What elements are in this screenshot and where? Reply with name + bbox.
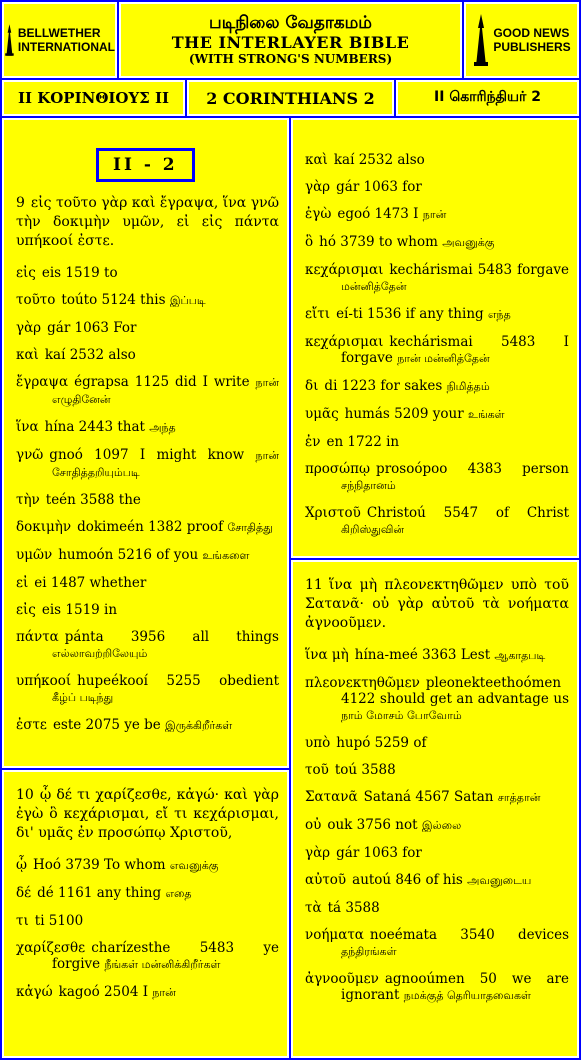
greek-word: υμῶν bbox=[16, 547, 53, 563]
verse-11-greek bbox=[305, 576, 569, 633]
tamil-gloss: நிமித்தம் bbox=[446, 380, 490, 393]
translation: hína-meé 3363 Lest bbox=[354, 647, 491, 663]
interlinear-entry bbox=[16, 347, 279, 363]
interlinear-entry bbox=[305, 406, 569, 423]
translation: Sataná 4567 Satan bbox=[363, 789, 494, 805]
interlinear-entry bbox=[305, 262, 569, 295]
translation: eis 1519 to bbox=[41, 265, 118, 281]
interlinear-entry bbox=[305, 206, 569, 223]
translation: toúto 5124 this bbox=[61, 292, 166, 308]
greek-word: πλεονεκτηθῶμεν bbox=[305, 675, 420, 691]
translation: kechárismai 5483 I forgave bbox=[341, 334, 569, 366]
interlinear-entry bbox=[305, 927, 569, 960]
interlinear-entry bbox=[16, 547, 279, 564]
translation: dé 1161 any thing bbox=[37, 885, 162, 901]
translation: hó 3739 to whom bbox=[319, 234, 438, 250]
interlinear-entry bbox=[16, 447, 279, 481]
tamil-gloss: எந்த bbox=[487, 308, 511, 321]
tamil-gloss: இருக்கிறீர்கள் bbox=[165, 719, 233, 732]
tamil-gloss: சோதித்து bbox=[227, 521, 273, 534]
greek-word: ἵνα μὴ bbox=[305, 647, 349, 663]
interlinear-entry bbox=[305, 647, 569, 664]
greek-word: δέ bbox=[16, 885, 32, 901]
greek-word: ἐγὼ bbox=[305, 206, 332, 222]
book-tamil: II கொரிந்தியர் 2 bbox=[396, 80, 579, 116]
greek-word: ᾧ bbox=[16, 857, 28, 873]
translation: gár 1063 for bbox=[336, 179, 422, 195]
interlinear-entry bbox=[305, 505, 569, 538]
verse-number: 11 bbox=[305, 577, 323, 593]
interlinear-entry bbox=[16, 717, 279, 734]
good-news-logo bbox=[464, 2, 579, 78]
greek-word: κεχάρισμαι bbox=[305, 334, 384, 350]
tamil-gloss: நான் bbox=[152, 986, 176, 999]
greek-word: προσώπῳ bbox=[305, 461, 371, 477]
translation: kechárismai 5483 forgave bbox=[389, 262, 569, 278]
verse-11-panel bbox=[291, 560, 579, 1058]
interlinear-entry bbox=[16, 374, 279, 408]
interlinear-entry bbox=[16, 519, 279, 536]
interlinear-entry bbox=[305, 152, 569, 168]
tamil-gloss: சந்நிதானம் bbox=[341, 479, 396, 492]
greek-word: κἀγώ bbox=[16, 984, 53, 1000]
tamil-gloss: சாத்தான் bbox=[497, 791, 541, 804]
greek-word: γὰρ bbox=[305, 845, 331, 861]
verse-9-greek bbox=[16, 194, 279, 251]
tower-icon bbox=[4, 14, 15, 66]
book-english: 2 CORINTHIANS 2 bbox=[187, 80, 394, 116]
interlinear-entry bbox=[305, 306, 569, 323]
interlinear-entry bbox=[16, 602, 279, 618]
translation: en 1722 in bbox=[326, 434, 400, 450]
tamil-gloss: கிறிஸ்துவின் bbox=[341, 523, 405, 536]
translation: teén 3588 the bbox=[45, 492, 141, 508]
interlinear-entry bbox=[305, 900, 569, 916]
interlinear-entry bbox=[16, 913, 279, 929]
interlinear-entry bbox=[16, 320, 279, 336]
translation: Christoú 5547 of Christ bbox=[366, 505, 569, 521]
book-greek: II ΚΟΡΙΝΘΙΟΥΣ II bbox=[2, 80, 185, 116]
greek-word: τι bbox=[16, 913, 29, 929]
greek-word: τὰ bbox=[305, 900, 322, 916]
translation: kagoó 2504 I bbox=[58, 984, 149, 1000]
verse-10-entries-right bbox=[305, 152, 569, 538]
translation: humoón 5216 of you bbox=[58, 547, 199, 563]
greek-word: τὴν bbox=[16, 492, 40, 508]
interlinear-entry bbox=[16, 984, 279, 1001]
tamil-gloss: நமக்குத் தெரியாதவைகள் bbox=[403, 989, 531, 1002]
translation: pánta 3956 all things bbox=[64, 629, 279, 645]
greek-word: τοῦτο bbox=[16, 292, 56, 308]
right-logo-line2: PUBLISHERS bbox=[493, 40, 571, 54]
translation: Hoó 3739 To whom bbox=[33, 857, 166, 873]
interlinear-entry bbox=[305, 817, 569, 834]
verse-number: 10 bbox=[16, 787, 34, 803]
tamil-gloss: இல்லை bbox=[421, 819, 462, 832]
greek-word: Χριστοῦ bbox=[305, 505, 361, 521]
translation: eis 1519 in bbox=[41, 602, 118, 618]
translation: tá 3588 bbox=[327, 900, 380, 916]
greek-word: πάντα bbox=[16, 629, 59, 645]
interlinear-entry bbox=[305, 971, 569, 1004]
tamil-gloss: கீழ்ப் படிந்து bbox=[52, 691, 114, 704]
translation: gnoó 1097 I might know bbox=[49, 447, 245, 463]
tamil-gloss: அவனுடைய bbox=[467, 874, 532, 887]
interlinear-entry bbox=[16, 629, 279, 662]
bellwether-logo bbox=[2, 2, 117, 78]
verse-number: 9 bbox=[16, 195, 25, 211]
interlinear-entry bbox=[16, 265, 279, 281]
title-panel bbox=[119, 2, 462, 78]
chapter-badge: II - 2 bbox=[96, 148, 195, 182]
greek-word: εἰς bbox=[16, 602, 36, 618]
tamil-gloss: நான் மன்னித்தேன் bbox=[397, 352, 490, 365]
interlinear-entry bbox=[16, 673, 279, 706]
main-title: THE INTERLAYER BIBLE bbox=[171, 33, 410, 52]
greek-word: οὐ bbox=[305, 817, 322, 833]
tamil-gloss: நான் எழுதினேன் bbox=[52, 376, 279, 406]
interlinear-entry bbox=[16, 492, 279, 508]
interlinear-entry bbox=[305, 179, 569, 195]
interlinear-entry bbox=[305, 789, 569, 806]
interlinear-entry bbox=[305, 872, 569, 889]
interlinear-entry bbox=[16, 419, 279, 436]
translation: kaí 2532 also bbox=[44, 347, 136, 363]
tamil-gloss: உங்களை bbox=[202, 549, 250, 562]
interlinear-entry bbox=[305, 735, 569, 751]
tamil-gloss: அவனுக்கு bbox=[442, 236, 495, 249]
left-logo-line1: BELLWETHER bbox=[17, 26, 101, 40]
greek-word: χαρίζεσθε bbox=[16, 940, 86, 956]
greek-word: καὶ bbox=[16, 347, 39, 363]
translation: hupeékooí 5255 obedient bbox=[77, 673, 279, 689]
greek-word: εἰς bbox=[16, 265, 36, 281]
greek-word: ἵνα bbox=[16, 419, 39, 435]
greek-word: κεχάρισμαι bbox=[305, 262, 384, 278]
greek-word: υπὸ bbox=[305, 735, 331, 751]
tamil-gloss: மன்னித்தேன் bbox=[341, 280, 407, 293]
tamil-gloss: எதை bbox=[165, 887, 192, 900]
translation: ouk 3756 not bbox=[327, 817, 418, 833]
translation: hupó 5259 of bbox=[336, 735, 427, 751]
verse-10-panel bbox=[2, 770, 289, 1058]
tamil-gloss: எல்லாவற்றிலேயும் bbox=[52, 647, 148, 660]
verse-text: ἵνα μὴ πλεονεκτηθῶμεν υπὸ τοῦ Σατανᾶ· οὐ γὰρ αὐτοῦ τὰ νοήματα ἀγνοοῦμεν. bbox=[305, 577, 569, 631]
greek-word: υπήκοοί bbox=[16, 673, 72, 689]
translation: prosoópoo 4383 person bbox=[376, 461, 569, 477]
greek-word: γνῶ bbox=[16, 447, 44, 463]
translation: agnooúmen 50 we are ignorant bbox=[341, 971, 569, 1003]
greek-word: Σατανᾶ bbox=[305, 789, 358, 805]
tamil-gloss: எவனுக்கு bbox=[169, 859, 219, 872]
interlinear-entry bbox=[305, 762, 569, 778]
translation: autoú 846 of his bbox=[352, 872, 463, 888]
translation: charízesthe 5483 ye forgive bbox=[52, 940, 279, 972]
interlinear-entry bbox=[305, 378, 569, 395]
translation: dokimeén 1382 proof bbox=[77, 519, 224, 535]
tamil-title: படிநிலை வேதாகமம் bbox=[209, 13, 372, 33]
greek-word: καὶ bbox=[305, 152, 328, 168]
verse-10-entries-left bbox=[16, 857, 279, 1001]
tamil-gloss: உங்கள் bbox=[467, 408, 505, 421]
tamil-gloss: நாம் மோசம் போவோம் bbox=[341, 709, 462, 722]
interlinear-entry bbox=[305, 234, 569, 251]
interlinear-entry bbox=[305, 461, 569, 494]
tamil-gloss: நான் சோதித்தறியும்படி bbox=[52, 449, 280, 479]
greek-word: ἀγνοοῦμεν bbox=[305, 971, 379, 987]
greek-word: γὰρ bbox=[305, 179, 331, 195]
greek-word: ὃ bbox=[305, 234, 314, 250]
tamil-gloss: தந்திரங்கள் bbox=[341, 945, 397, 958]
translation: kaí 2532 also bbox=[333, 152, 425, 168]
tamil-gloss: ஆகாதபடி bbox=[494, 649, 546, 662]
greek-word: υμᾶς bbox=[305, 406, 339, 422]
tower-icon bbox=[472, 14, 490, 66]
translation: noeémata 3540 devices bbox=[369, 927, 569, 943]
greek-word: γὰρ bbox=[16, 320, 42, 336]
right-logo-line1: GOOD NEWS bbox=[493, 26, 570, 40]
tamil-gloss: நான் bbox=[422, 208, 447, 221]
verse-text: ᾧ δέ τι χαρίζεσθε, κἀγώ· καὶ γὰρ ἐγὼ ὃ κεχάρισμαι, εἴ τι κεχάρισμαι, δι' υμᾶς ἐν προσώπῳ Χριστοῦ, bbox=[16, 787, 279, 841]
interlinear-entry bbox=[305, 434, 569, 450]
greek-word: τοῦ bbox=[305, 762, 329, 778]
greek-word: νοήματα bbox=[305, 927, 364, 943]
greek-word: ἐν bbox=[305, 434, 321, 450]
translation: toú 3588 bbox=[334, 762, 396, 778]
verse-11-entries bbox=[305, 647, 569, 1004]
tamil-gloss: நீங்கள் மன்னிக்கிறீர்கள் bbox=[104, 958, 221, 971]
translation: ei 1487 whether bbox=[34, 575, 147, 591]
translation: gár 1063 For bbox=[47, 320, 137, 336]
interlinear-entry bbox=[305, 334, 569, 367]
sub-title: (WITH STRONG'S NUMBERS) bbox=[188, 52, 393, 66]
greek-word: αὐτοῦ bbox=[305, 872, 347, 888]
interlinear-entry bbox=[305, 845, 569, 861]
translation: hína 2443 that bbox=[44, 419, 145, 435]
greek-word: εἴτι bbox=[305, 306, 331, 322]
translation: este 2075 ye be bbox=[52, 717, 161, 733]
greek-word: εἰ bbox=[16, 575, 29, 591]
verse-10-greek bbox=[16, 786, 279, 843]
verse-10-continued-panel bbox=[291, 118, 579, 558]
interlinear-entry bbox=[16, 885, 279, 902]
verse-text: εἰς τοῦτο γὰρ καὶ ἔγραψα, ἵνα γνῶ τὴν δοκιμὴν υμῶν, εἰ εἰς πάντα υπήκοοί ἐστε. bbox=[16, 195, 280, 249]
translation: égrapsa 1125 did I write bbox=[74, 374, 250, 390]
translation: eí-ti 1536 if any thing bbox=[336, 306, 484, 322]
verse-9-panel bbox=[2, 118, 289, 768]
tamil-gloss: இப்படி bbox=[169, 294, 206, 307]
translation: humás 5209 your bbox=[344, 406, 464, 422]
greek-word: ἔγραψα bbox=[16, 374, 69, 390]
interlinear-entry bbox=[16, 940, 279, 973]
translation: ti 5100 bbox=[34, 913, 84, 929]
translation: gár 1063 for bbox=[336, 845, 422, 861]
interlinear-entry bbox=[305, 675, 569, 724]
translation: di 1223 for sakes bbox=[324, 378, 443, 394]
translation: egoó 1473 I bbox=[337, 206, 419, 222]
interlinear-entry bbox=[16, 292, 279, 309]
interlinear-entry bbox=[16, 575, 279, 591]
left-logo-line2: INTERNATIONAL bbox=[17, 40, 115, 54]
greek-word: δι bbox=[305, 378, 319, 394]
verse-9-entries bbox=[16, 265, 279, 734]
tamil-gloss: அந்த bbox=[149, 421, 176, 434]
translation: pleonekteethoómen 4122 should get an advantage us bbox=[341, 675, 569, 707]
greek-word: ἐστε bbox=[16, 717, 47, 733]
greek-word: δοκιμὴν bbox=[16, 519, 72, 535]
interlinear-entry bbox=[16, 857, 279, 874]
